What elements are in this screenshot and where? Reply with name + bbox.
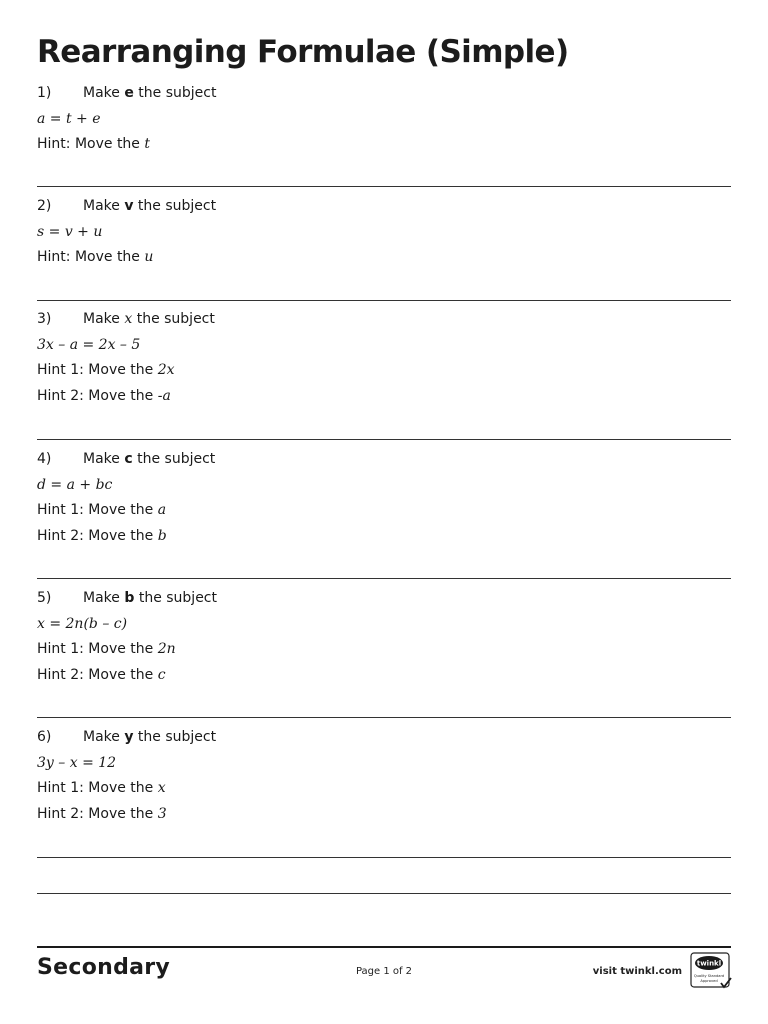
question-3 xyxy=(37,307,731,409)
hint: Hint 1: Move the x xyxy=(37,780,166,796)
question-5 xyxy=(37,586,731,688)
hint-variable: -a xyxy=(157,387,171,404)
page-number: Page 1 of 2 xyxy=(355,966,413,977)
hint-variable: c xyxy=(157,666,166,683)
question-number: 2) xyxy=(37,198,52,214)
website-link[interactable]: visit twinkl.com xyxy=(592,966,682,977)
hint: Hint 1: Move the a xyxy=(37,502,167,518)
subject-variable: y xyxy=(124,729,134,745)
question-instruction: 5) Make b the subject xyxy=(37,586,731,612)
hint-variable: a xyxy=(157,502,167,518)
question-instruction: 3) Make x the subject xyxy=(37,307,731,333)
badge-text-line1: Quality Standard xyxy=(693,974,725,978)
answer-line xyxy=(37,186,731,187)
footer-divider xyxy=(37,946,731,948)
answer-line xyxy=(37,300,731,301)
question-instruction: 1) Make e the subject xyxy=(37,81,731,107)
subject-variable: v xyxy=(124,198,134,214)
question-2 xyxy=(37,194,731,271)
question-instruction: 2) Make v the subject xyxy=(37,194,731,220)
hint-variable: 2n xyxy=(157,641,176,657)
hint-variable: 3 xyxy=(157,805,167,822)
answer-line xyxy=(37,857,731,858)
equation: s = v + u xyxy=(37,223,103,240)
answer-line xyxy=(37,578,731,579)
question-number: 6) xyxy=(37,729,52,745)
subject-variable: e xyxy=(124,85,134,101)
hint: Hint 2: Move the c xyxy=(37,666,166,683)
hint: Hint 2: Move the b xyxy=(37,527,167,544)
question-instruction: 6) Make y the subject xyxy=(37,725,731,751)
equation: x = 2n(b – c) xyxy=(37,615,128,632)
question-number: 5) xyxy=(37,590,52,606)
hint: Hint: Move the u xyxy=(37,249,154,265)
hint-variable: u xyxy=(144,249,154,265)
question-1 xyxy=(37,81,731,158)
subject-variable: c xyxy=(124,451,133,467)
answer-line xyxy=(37,717,731,718)
hint-variable: x xyxy=(157,780,166,796)
question-6 xyxy=(37,725,731,827)
quality-badge-icon xyxy=(690,952,732,990)
question-number: 1) xyxy=(37,85,52,101)
hint-variable: t xyxy=(144,136,151,152)
hint: Hint 2: Move the -a xyxy=(37,387,171,404)
page-title: Rearranging Formulae (Simple) xyxy=(37,34,569,70)
subject-variable: b xyxy=(124,590,135,606)
hint-variable: 2x xyxy=(157,362,175,378)
equation: a = t + e xyxy=(37,110,101,127)
equation: 3y – x = 12 xyxy=(37,754,117,771)
badge-text-line2: Approved xyxy=(700,979,718,983)
hint: Hint 1: Move the 2n xyxy=(37,641,176,657)
question-number: 3) xyxy=(37,311,52,327)
hint: Hint 1: Move the 2x xyxy=(37,362,175,378)
answer-line xyxy=(37,439,731,440)
equation: 3x – a = 2x – 5 xyxy=(37,336,141,353)
hint: Hint 2: Move the 3 xyxy=(37,805,167,822)
equation: d = a + bc xyxy=(37,476,113,493)
hint-variable: b xyxy=(157,527,167,544)
question-4 xyxy=(37,447,731,549)
question-number: 4) xyxy=(37,451,52,467)
badge-logo-text: twinkl xyxy=(696,959,722,968)
answer-line xyxy=(37,893,731,894)
hint: Hint: Move the t xyxy=(37,136,151,152)
brand-logo: Secondary xyxy=(37,955,171,980)
subject-variable: x xyxy=(124,311,133,327)
question-instruction: 4) Make c the subject xyxy=(37,447,731,473)
